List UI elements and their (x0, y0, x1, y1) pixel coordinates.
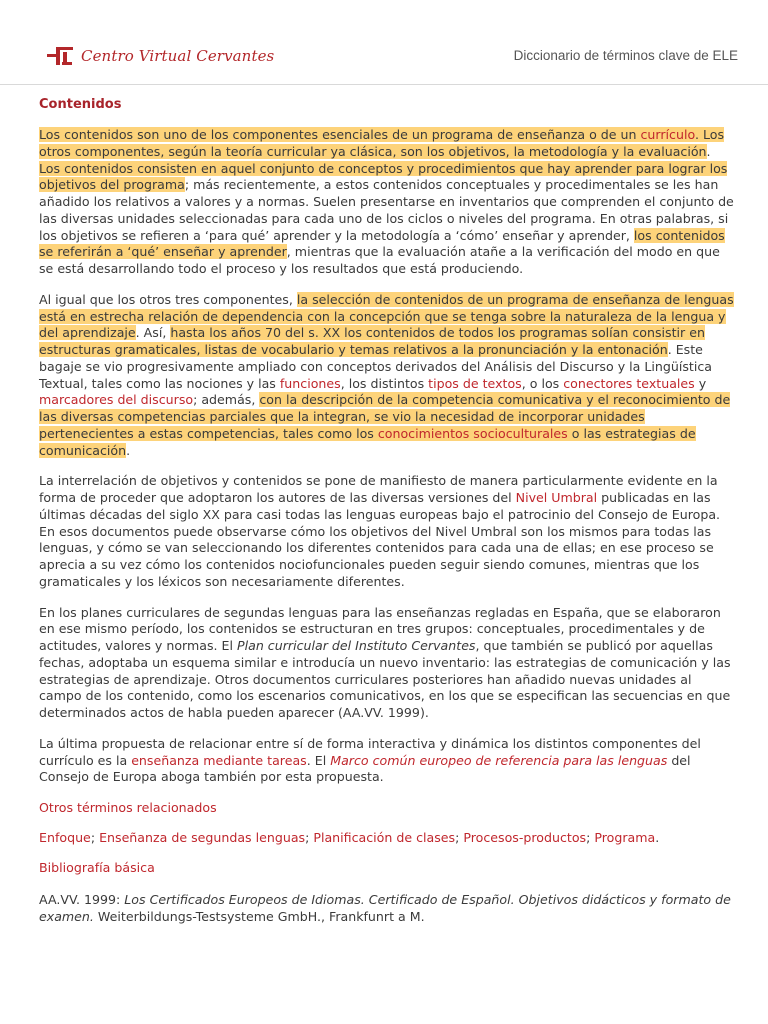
term-link[interactable]: marcadores del discurso (39, 392, 194, 408)
text-segment: AA.VV. 1999: (39, 892, 125, 908)
text-segment: La última propuesta de relacionar entre sí de forma interactiva y dinámica los distintos componentes del currículo es la (39, 735, 701, 768)
text-segment: ; además, (193, 392, 260, 408)
paragraph-3 (39, 473, 734, 590)
text-segment: , mientras que la evaluación atañe a la verificación del modo en que se está desarrollando todo el proceso y los resultados que está produciendo. (39, 244, 720, 276)
separator: ; (305, 829, 314, 845)
text-segment: ; más recientemente, a estos contenidos conceptuales y procedimentales se les han añadido los relativos a valores y a normas. Suelen presentarse en inventarios que comprenden el conjunto de las diversas unidades seleccionadas para cada uno de los ciclos o niveles del programa. En otras palabras, si los objetivos se refieren a ‘para qué’ aprender y la metodología a ‘cómo’ enseñar y aprender, (39, 177, 734, 243)
site-header (0, 0, 768, 85)
text-segment: hasta los años 70 del s. XX los contenidos de todos los programas solían consistir en estructuras gramaticales, listas de vocabulario y temas relativos a la pronunciación y la entonación (39, 325, 705, 357)
text-segment: Weiterbildungs-Testsysteme GmbH., Frankfunrt a M. (93, 909, 425, 924)
separator: ; (90, 829, 100, 845)
text-segment: y (694, 375, 707, 391)
article-title: Contenidos (39, 97, 122, 112)
bibliography-title: Bibliografía básica (39, 859, 155, 875)
paragraph-2 (39, 292, 734, 460)
text-segment: En los planes curriculares de segundas lenguas para las enseñanzas regladas en España, que se elaboraron en ese mismo período, los contenidos se estructuran en tres grupos: conceptuales, procedimentales y de actitudes, valores y normas. El (39, 604, 721, 653)
text-segment: . Este bagaje se vio progresivamente ampliado con conceptos derivados del Análisis del Discurso y la Lingüística Textual, tales como las nociones y las (39, 342, 712, 391)
text-segment: . Los otros componentes, según la teoría curricular ya clásica, son los objetivos, la metodología y la evaluación (39, 127, 725, 159)
term-link[interactable]: funciones (279, 375, 341, 391)
text-segment: los contenidos se referirán a ‘qué’ enseñar y aprender (39, 227, 725, 260)
dictionary-title: Diccionario de términos clave de ELE (513, 48, 738, 63)
text-segment: . Así, (135, 325, 171, 341)
term-link[interactable]: conectores textuales (563, 375, 695, 391)
italic-text: Los Certificados Europeos de Idiomas. Certificado de Español. Objetivos didácticos y formato de examen. (39, 892, 731, 924)
term-link[interactable]: conocimientos socioculturales (377, 425, 568, 441)
term-link[interactable]: tipos de textos (428, 375, 522, 391)
related-terms-title: Otros términos relacionados (39, 800, 217, 815)
text-segment: la selección de contenidos de un programa de enseñanza de lenguas está en estrecha relación de dependencia con la concepción que se tenga sobre la naturaleza de la lengua y del aprendizaje (39, 291, 734, 341)
text-segment: . (126, 442, 131, 458)
related-term-link[interactable]: Programa (594, 829, 656, 845)
paragraph-1 (39, 127, 734, 278)
text-segment: Al igual que los otros tres componentes, (39, 291, 297, 307)
related-term-link[interactable]: Planificación de clases (313, 829, 456, 845)
term-link[interactable]: currículo (640, 127, 695, 142)
paragraph-4 (39, 605, 734, 722)
text-segment: con la descripción de la competencia comunicativa y el reconocimiento de las diversas competencias parciales que la integran, se vio la necesidad de incorporar unidades pertenecientes a estas competencias, tales como los (39, 392, 731, 441)
related-term-link[interactable]: Procesos-productos (463, 829, 587, 845)
text-segment: . El (306, 752, 331, 768)
term-link[interactable]: Nivel Umbral (515, 490, 598, 505)
italic-text: Plan curricular del Instituto Cervantes (237, 638, 476, 653)
cervantes-logo-icon (47, 45, 75, 67)
text-segment: . (706, 143, 711, 159)
text-segment: del Consejo de Europa aboga también por esta propuesta. (39, 752, 691, 785)
text-segment: , los distintos (340, 375, 429, 391)
related-term-link[interactable]: Enseñanza de segundas lenguas (99, 829, 306, 845)
separator: ; (586, 829, 595, 845)
separator: ; (455, 829, 464, 845)
logo-text: Centro Virtual Cervantes (81, 47, 275, 65)
term-link[interactable]: Marco común europeo de referencia para las lenguas (330, 752, 668, 768)
text-segment: , o los (521, 375, 564, 391)
text-segment: La interrelación de objetivos y contenidos se pone de manifiesto de manera particularmente evidente en la forma de proceder que adoptaron los autores de las diversas versiones del (39, 473, 718, 505)
article-body (39, 96, 734, 940)
separator: . (655, 829, 660, 845)
term-link[interactable]: enseñanza mediante tareas (131, 752, 307, 768)
text-segment: Los contenidos consisten en aquel conjunto de conceptos y procedimientos que hay aprender para lograr los objetivos del programa (39, 160, 728, 193)
related-term-link[interactable]: Enfoque (39, 829, 91, 845)
bibliography-entry (39, 892, 734, 926)
text-segment: o las estrategias de comunicación (39, 425, 696, 458)
paragraph-5 (39, 736, 734, 786)
text-segment: publicadas en las últimas décadas del siglo XX para casi todas las lenguas europeas bajo el patrocinio del Consejo de Europa. En esos documentos puede observarse cómo los objetivos del Nivel Umbral son los mismos para todas las lenguas, y cómo se van seleccionando los diferentes contenidos para cada una de ellas; en ese proceso se aprecia a su vez cómo los contenidos nociofuncionales pueden seguir siendo comunes, mientras que los gramaticales y los léxicos son necesariamente diferentes. (39, 490, 721, 589)
cvc-logo[interactable] (47, 44, 274, 68)
text-segment: Los contenidos son uno de los componentes esenciales de un programa de enseñanza o de un (39, 127, 641, 142)
text-segment: , que también se publicó por aquellas fechas, adoptaba un esquema similar e introducía un nuevo inventario: las estrategias de comunicación y las estrategias de aprendizaje. Otros documentos curriculares posteriores han añadido nuevas unidades al campo de los contenido, como los escenarios comunicativos, en los que se especifican las secuencias en que determinados actos de habla pueden aparecer (AA.VV. 1999). (39, 638, 731, 720)
related-terms-list (39, 830, 734, 847)
